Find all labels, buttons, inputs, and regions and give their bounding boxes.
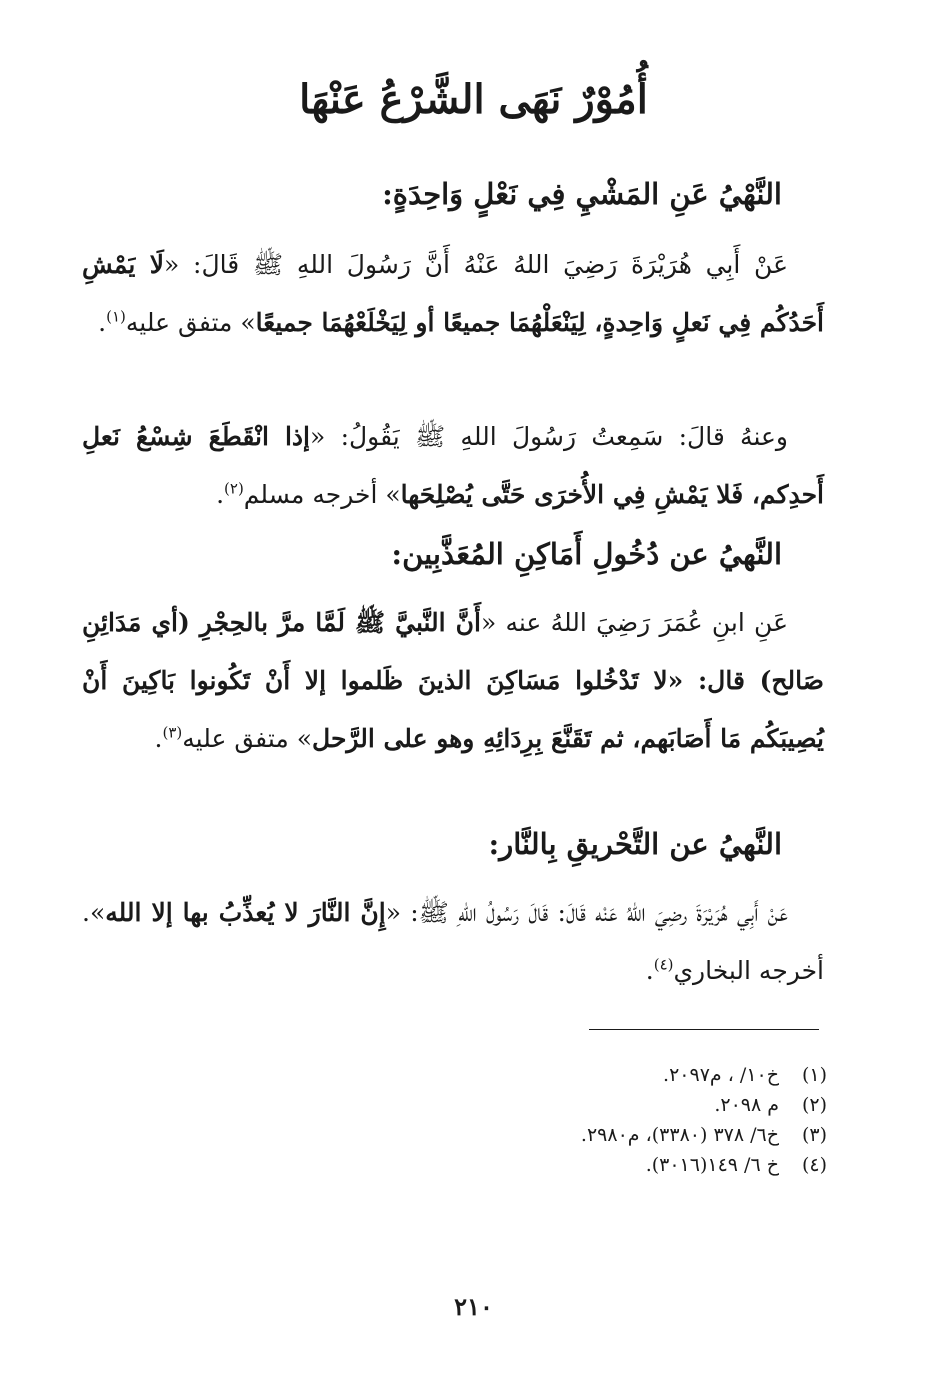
footnote-text: خ٦/ ٣٧٨ (٣٣٨٠)، م٢٩٨٠.	[580, 1124, 779, 1146]
paragraph-outro: » متفق عليه	[182, 724, 313, 753]
footnote-text: خ ٦/ ١٤٩(٣٠١٦).	[645, 1154, 779, 1176]
footnote-text: خ١٠/ ، م٢٠٩٧.	[663, 1064, 779, 1086]
footnote-item	[407, 1120, 827, 1150]
paragraph-3	[82, 594, 824, 768]
paragraph-intro: وعنهُ قالَ: سَمِعتُ رَسُولَ اللهِ ﷺ يَقُولُ: «	[310, 422, 788, 451]
hadith-quote: أَنَّ النَّبيَّ ﷺ لَمَّا مرَّ بالحِجْرِ (أي مَدَائِنِ صَالح) قال: «لا تَدْخُلوا مَسَاكِنَ الذينَ ظَلموا إلا أَنْ تَكُونوا بَاكِينَ أَنْ يُصِيبَكُم مَا أَصَابَهم، ثم تَقَنَّعَ بِرِدَائِهِ وهو على الرَّحل	[82, 608, 824, 753]
paragraph-intro: عَنْ أَبِي هُرَيْرَةَ رضِيَ اللهُ عَنْه قَالَ: قَالَ رَسُولُ اللهِ ﷺ: «	[385, 898, 788, 927]
footnote-item	[407, 1060, 827, 1090]
footnote-text: م ٢٠٩٨.	[714, 1094, 779, 1116]
hadith-quote: إذا انْقَطَعَ شِسْعُ نَعلِ أَحدِكم، فَلا يَمْشِ فِي الأُخرَى حَتَّى يُصْلِحَها	[82, 422, 824, 509]
paragraph-end: .	[98, 308, 107, 337]
paragraph-intro: عَنِ ابنِ عُمَرَ رَضِيَ اللهُ عنه «	[480, 608, 788, 637]
hadith-quote: إِنَّ النَّارَ لا يُعذِّبُ بها إلا الله	[105, 898, 386, 927]
footnote-number: (٤)	[801, 1154, 827, 1176]
footnote-divider	[589, 1029, 819, 1030]
section-heading-2: النَّهيُ عن دُخُولِ أَمَاكِنِ المُعَذَّبِين:	[391, 537, 782, 571]
page-title: أُمُوْرٌ نَهَى الشَّرْعُ عَنْهَا	[299, 76, 648, 123]
paragraph-end: .	[216, 480, 225, 509]
paragraph-outro: ». أخرجه البخاري	[82, 898, 824, 985]
footnote-ref: (٣)	[162, 723, 183, 742]
paragraph-4	[82, 884, 824, 1000]
footnote-ref: (١)	[106, 307, 126, 326]
section-heading-1: النَّهْيُ عَنِ المَشْيِ فِي نَعْلٍ وَاحِدَةٍ:	[382, 177, 782, 211]
section-heading-3: النَّهيُ عن التَّحْريقِ بِالنَّار:	[488, 827, 782, 861]
paragraph-end: .	[645, 956, 654, 985]
footnote-number: (٢)	[801, 1094, 827, 1116]
footnote-ref: (٤)	[653, 955, 674, 974]
footnote-number: (٣)	[801, 1124, 827, 1146]
footnote-ref: (٢)	[224, 479, 244, 498]
hadith-quote: لَا يَمْشِ أَحَدُكُم فِي نَعلٍ وَاحِدةٍ، لِيَنْعَلْهُمَا جميعًا أو لِيَخْلَعْهُمَا جميعًا	[82, 250, 824, 337]
footnote-item	[407, 1150, 827, 1180]
paragraph-intro: عَنْ أَبِي هُرَيْرَةَ رَضِيَ اللهُ عَنْهُ أَنَّ رَسُولَ اللهِ ﷺ قَالَ: «	[164, 250, 788, 279]
footnotes	[407, 1060, 827, 1180]
footnote-item	[407, 1090, 827, 1120]
paragraph-outro: » أخرجه مسلم	[243, 480, 401, 509]
paragraph-2	[82, 408, 824, 524]
footnote-number: (١)	[801, 1064, 827, 1086]
paragraph-end: .	[154, 724, 163, 753]
paragraph-outro: » متفق عليه	[125, 308, 256, 337]
paragraph-1	[82, 236, 824, 352]
page-number: ٢١٠	[454, 1292, 493, 1321]
